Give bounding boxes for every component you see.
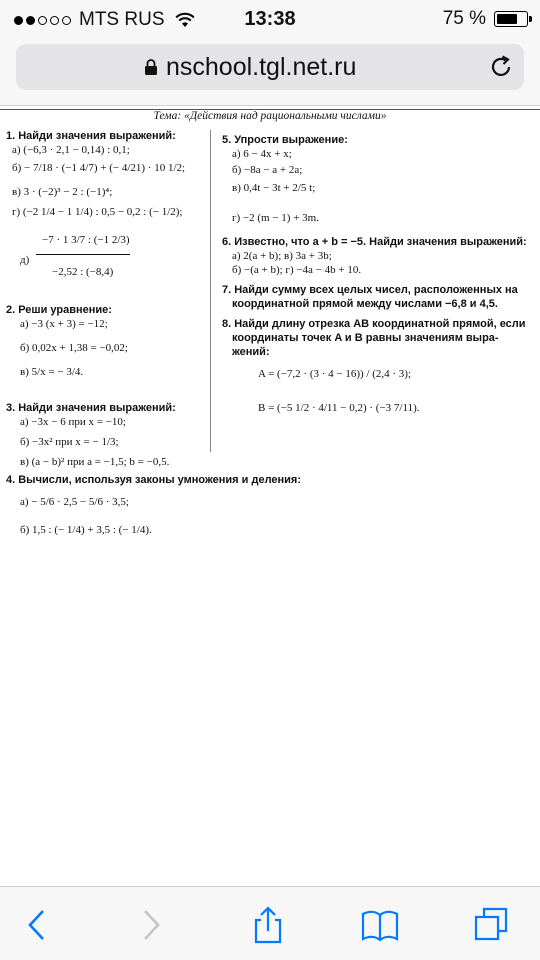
back-icon[interactable] — [18, 905, 58, 945]
task-3b: б) −3x² при x = − 1/3; — [20, 436, 119, 448]
task-1-heading: 1. Найди значения выражений: — [6, 130, 176, 142]
task-1b: б) − 7/18 · (−1 4/7) + (− 4/21) · 10 1/2; — [12, 162, 186, 174]
task-4b: б) 1,5 : (− 1/4) + 3,5 : (− 1/4). — [20, 524, 152, 536]
task-8-A: A = (−7,2 · (3 · 4 − 16)) / (2,4 · 3); — [258, 368, 412, 380]
forward-icon[interactable] — [130, 905, 170, 945]
task-5v: в) 0,4t − 3t + 2/5 t; — [232, 182, 316, 194]
task-7-line-2: координатной прямой между числами −6,8 и 4,5. — [232, 298, 498, 310]
task-6-line-1: а) 2(a + b); в) 3a + 3b; — [232, 250, 332, 262]
task-1a: а) (−6,3 · 2,1 − 0,14) : 0,1; — [12, 144, 130, 156]
column-divider — [210, 130, 211, 452]
tabs-icon[interactable] — [472, 905, 512, 945]
task-1v: в) 3 · (−2)³ − 2 : (−1)⁴; — [12, 186, 113, 198]
bookmarks-icon[interactable] — [360, 905, 400, 945]
task-5b: б) −8a − a + 2a; — [232, 164, 303, 176]
lock-icon — [144, 58, 158, 76]
reload-icon[interactable] — [488, 54, 514, 80]
task-3a: а) −3x − 6 при x = −10; — [20, 416, 126, 428]
task-1d-label: д) — [20, 254, 30, 266]
task-2v: в) 5/x = − 3/4. — [20, 366, 84, 378]
browser-toolbar — [0, 886, 540, 960]
task-1g: г) (−2 1/4 − 1 1/4) : 0,5 − 0,2 : (− 1/2); — [12, 206, 183, 218]
battery-percent: 75 % — [442, 8, 486, 29]
fraction-bar — [36, 254, 130, 255]
task-7-line-1: 7. Найди сумму всех целых чисел, расположенных на — [222, 284, 518, 296]
task-5g: г) −2 (m − 1) + 3m. — [232, 212, 319, 224]
task-8-line-3: жений: — [232, 346, 270, 358]
clock: 13:38 — [244, 8, 296, 30]
task-5-heading: 5. Упрости выражение: — [222, 134, 348, 146]
task-8-line-2: координаты точек A и B равны значениям выра- — [232, 332, 499, 344]
status-bar — [0, 0, 540, 38]
carrier-label: MTS RUS — [79, 9, 165, 30]
task-1d-denominator: −2,52 : (−8,4) — [52, 266, 114, 278]
address-bar[interactable] — [16, 44, 524, 90]
task-2a: а) −3 (x + 3) = −12; — [20, 318, 108, 330]
browser-address-area — [0, 38, 540, 106]
worksheet-topic: Тема: «Действия над рациональными числами» — [153, 110, 387, 122]
task-3v: в) (a − b)² при a = −1,5; b = −0,5. — [20, 456, 170, 468]
battery-icon — [494, 11, 528, 27]
task-1d-numerator: −7 · 1 3/7 : (−1 2/3) — [42, 234, 130, 246]
task-8-line-1: 8. Найди длину отрезка AB координатной прямой, если — [222, 318, 526, 330]
task-4-heading: 4. Вычисли, используя законы умножения и деления: — [6, 474, 302, 486]
task-5a: а) 6 − 4x + x; — [232, 148, 292, 160]
status-right — [443, 8, 528, 30]
task-2-heading: 2. Реши уравнение: — [6, 304, 112, 316]
task-3-heading: 3. Найди значения выражений: — [6, 402, 176, 414]
task-4a: а) − 5/6 · 2,5 − 5/6 · 3,5; — [20, 496, 129, 508]
task-6-line-2: б) −(a + b); г) −4a − 4b + 10. — [232, 264, 362, 276]
task-2b: б) 0,02x + 1,38 = −0,02; — [20, 342, 128, 354]
share-icon[interactable] — [248, 905, 288, 945]
task-8-B: B = (−5 1/2 · 4/11 − 0,2) · (−3 7/11). — [258, 402, 420, 414]
url-text: nschool.tgl.net.ru — [166, 53, 357, 81]
task-6-heading: 6. Известно, что a + b = −5. Найди значения выражений: — [222, 236, 527, 248]
worksheet-page — [0, 106, 540, 886]
